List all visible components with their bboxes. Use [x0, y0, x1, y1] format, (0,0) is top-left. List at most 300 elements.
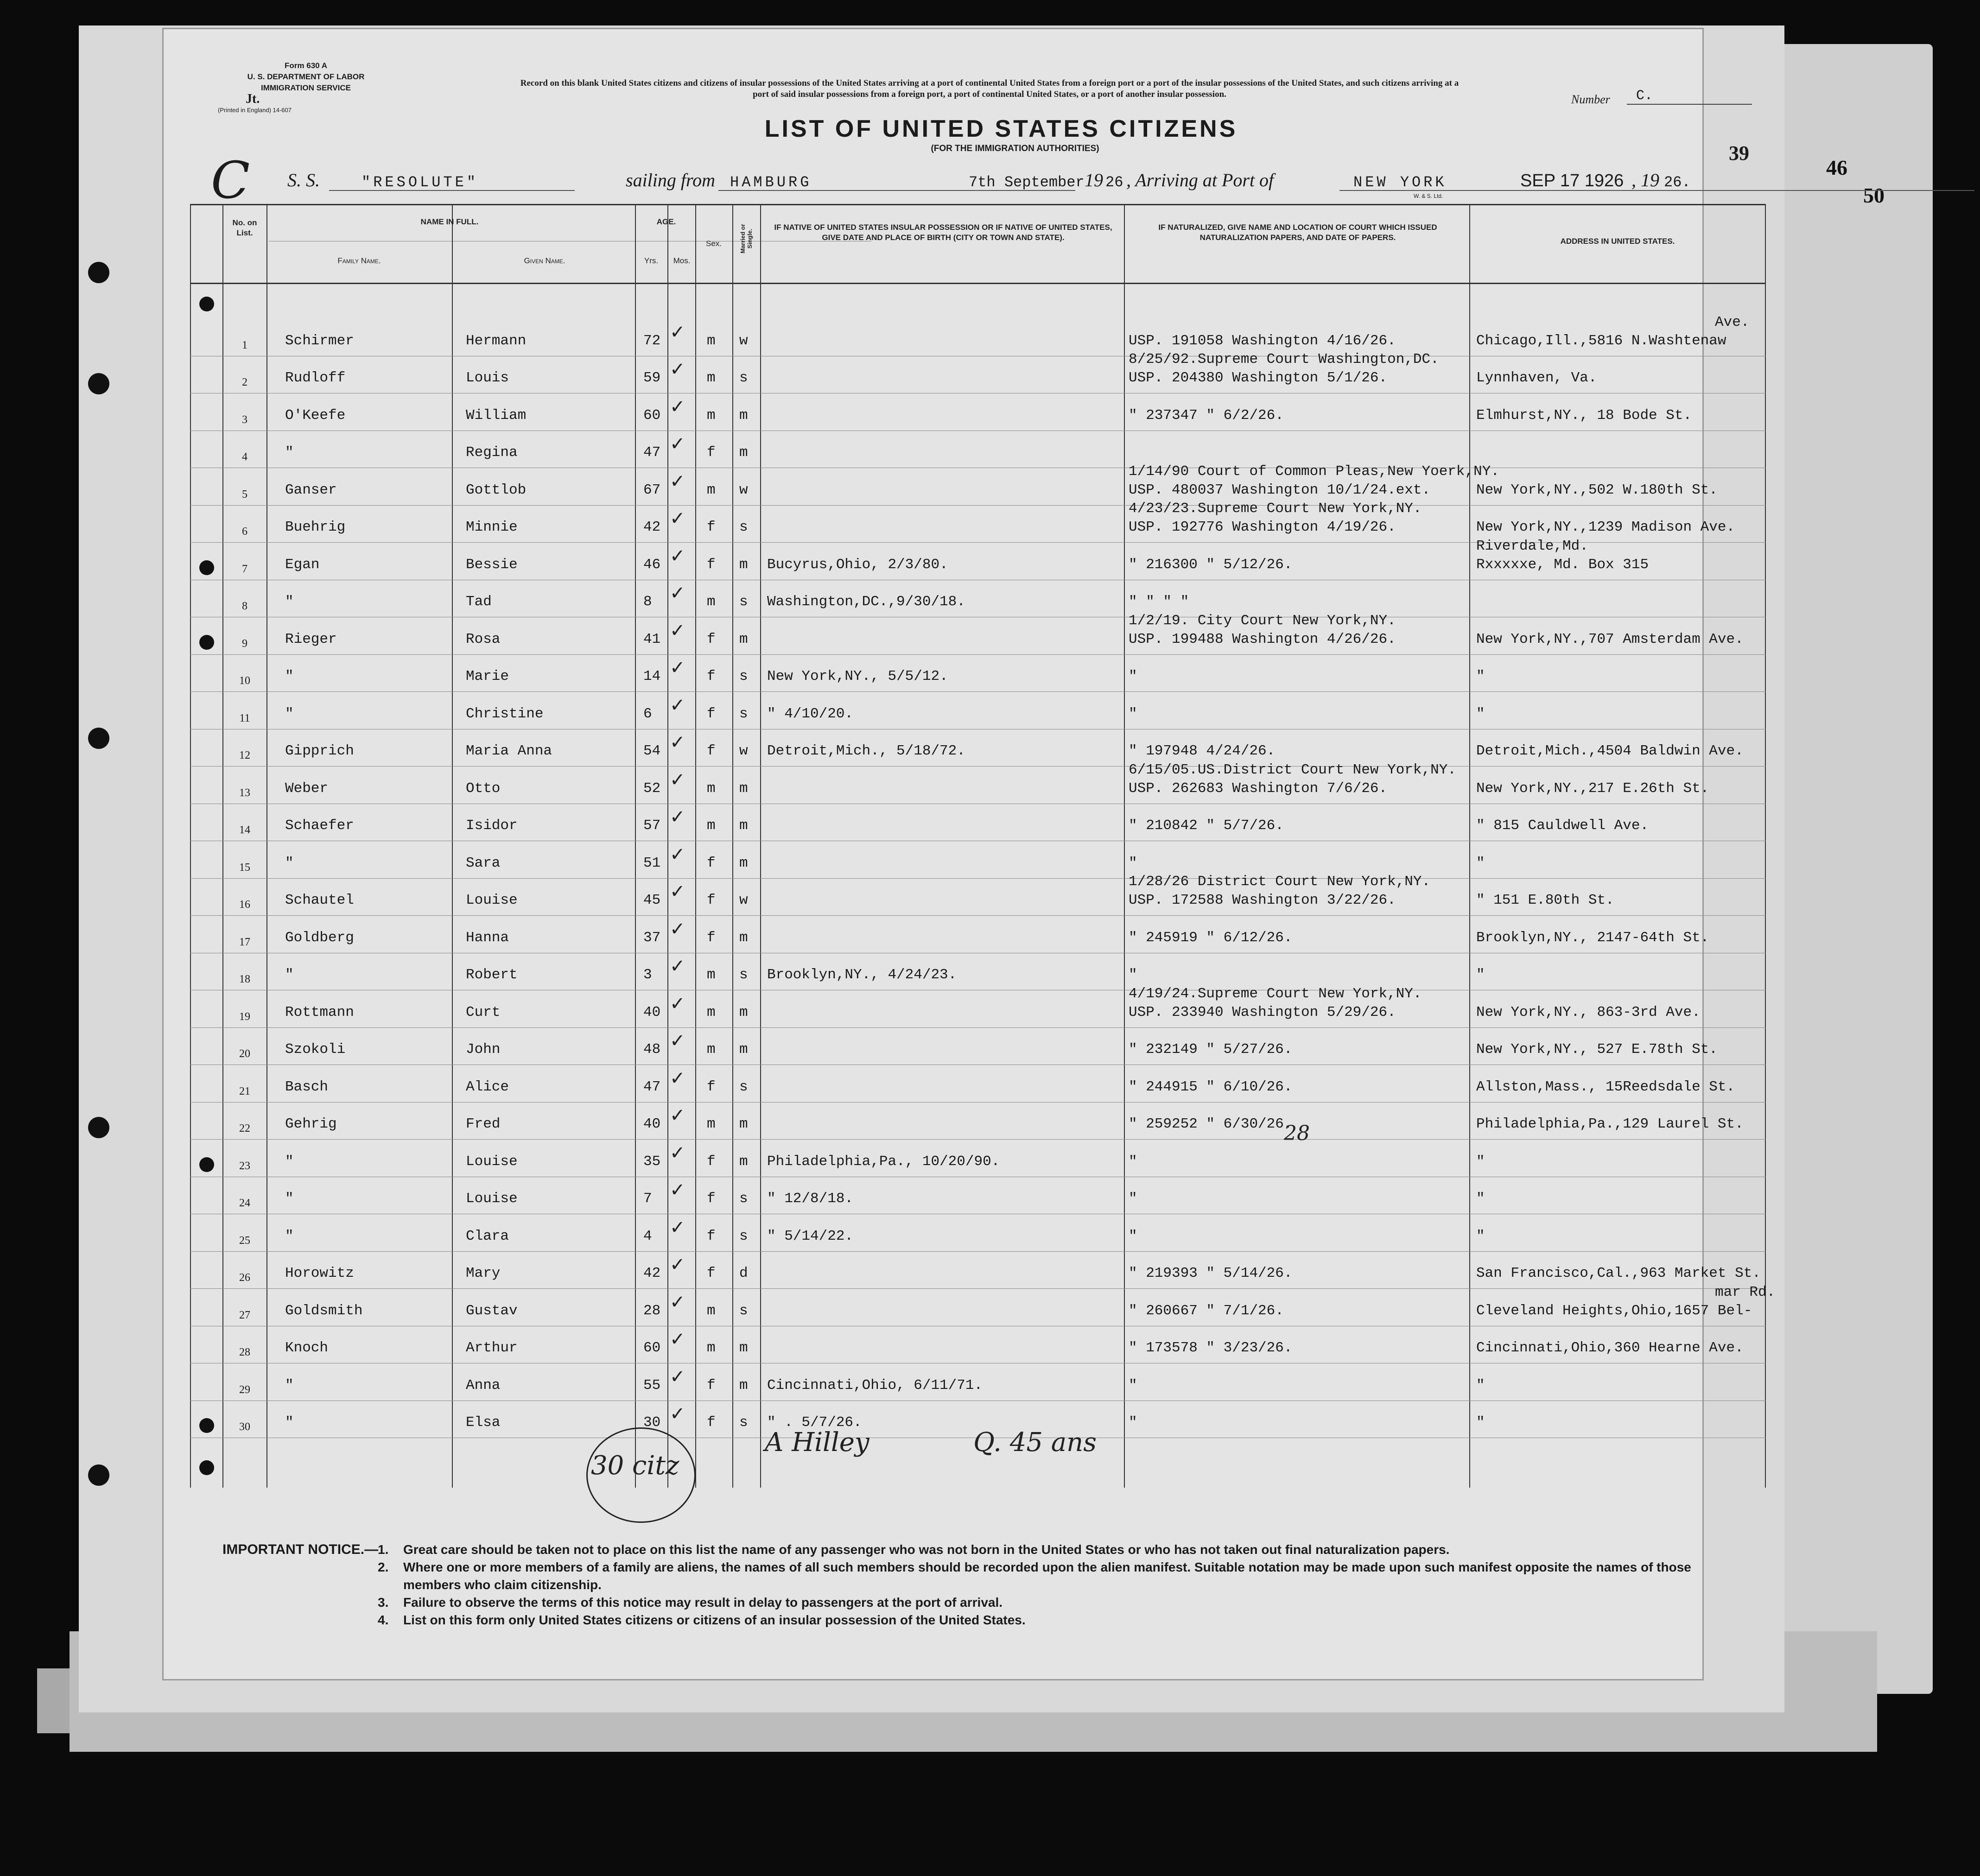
marital-status: w — [739, 743, 748, 759]
address: Cleveland Heights,Ohio,1657 Bel- — [1476, 1302, 1752, 1319]
birth-place-date: " 12/8/18. — [767, 1191, 854, 1207]
punch-hole — [88, 373, 109, 394]
sex: f — [707, 855, 716, 871]
age-years: 35 — [643, 1153, 661, 1170]
family-name: " — [285, 668, 294, 684]
checkmark: ✓ — [670, 1067, 685, 1089]
row-number: 26 — [239, 1272, 250, 1284]
row-number: 1 — [242, 339, 248, 351]
address: Detroit,Mich.,4504 Baldwin Ave. — [1476, 743, 1744, 759]
col-rule — [667, 204, 668, 1488]
naturalization-papers: " — [1129, 705, 1137, 722]
naturalization-papers: " 216300 " 5/12/26. — [1129, 556, 1293, 573]
age-years: 60 — [643, 1340, 661, 1356]
year2-prefix: , 19 — [1631, 170, 1659, 190]
checkmark: ✓ — [670, 545, 685, 567]
family-name: " — [285, 855, 294, 871]
sex: m — [707, 1302, 716, 1319]
address: " — [1476, 855, 1485, 871]
checkmark: ✓ — [670, 620, 685, 641]
age-years: 47 — [643, 444, 661, 461]
sailing-date: 7th September — [969, 174, 1085, 191]
row-number: 3 — [242, 413, 248, 426]
family-name: " — [285, 1377, 294, 1394]
row-rule — [190, 878, 1766, 879]
inspector-signature: A Hilley — [765, 1427, 869, 1458]
family-name: " — [285, 594, 294, 610]
marital-status: s — [739, 519, 748, 535]
given-name: Isidor — [466, 818, 518, 834]
age-years: 37 — [643, 929, 661, 946]
marital-status: m — [739, 631, 748, 647]
age-years: 60 — [643, 407, 661, 424]
marital-status: m — [739, 855, 748, 871]
family-name: Basch — [285, 1078, 329, 1095]
checkmark: ✓ — [670, 1254, 685, 1275]
row-number: 28 — [239, 1346, 250, 1358]
given-name: Regina — [466, 444, 518, 461]
year: 26 — [1105, 174, 1123, 191]
given-name: Mary — [466, 1265, 501, 1281]
row-number: 15 — [239, 861, 250, 874]
address: New York,NY.,502 W.180th St. — [1476, 482, 1718, 498]
address: Rxxxxxe, Md. Box 315 — [1476, 556, 1649, 573]
sex: f — [707, 1377, 716, 1394]
marital-status: m — [739, 1340, 748, 1356]
family-name: " — [285, 1153, 294, 1170]
naturalization-papers: " — [1129, 1153, 1137, 1170]
age-years: 54 — [643, 743, 661, 759]
row-number: 17 — [239, 936, 250, 948]
sex: f — [707, 1153, 716, 1170]
family-name: " — [285, 1228, 294, 1244]
punch-hole — [88, 728, 109, 749]
address: " — [1476, 1153, 1485, 1170]
family-name: " — [285, 1191, 294, 1207]
header-no: No. on List. — [232, 218, 257, 237]
marital-status: m — [739, 818, 748, 834]
side-number-a: 46 — [1826, 156, 1847, 179]
sex: f — [707, 892, 716, 908]
given-name: Hermann — [466, 332, 527, 349]
family-name: " — [285, 705, 294, 722]
address: New York,NY.,1239 Madison Ave. — [1476, 519, 1735, 535]
row-number: 27 — [239, 1309, 250, 1321]
sex: f — [707, 556, 716, 573]
row-number: 19 — [239, 1010, 250, 1023]
notice-item-number: 2. — [378, 1560, 389, 1574]
given-name: Clara — [466, 1228, 509, 1244]
handwritten-count: 30 citz — [591, 1451, 679, 1481]
row-number: 2 — [242, 376, 248, 388]
address: " — [1476, 1377, 1485, 1394]
row-number: 12 — [239, 749, 250, 761]
col-rule — [732, 204, 733, 1488]
punch-hole — [88, 1117, 109, 1138]
checkmark: ✓ — [670, 1179, 685, 1201]
sex: m — [707, 1041, 716, 1058]
sex: f — [707, 705, 716, 722]
family-name: Rieger — [285, 631, 337, 647]
port-to: NEW YORK — [1353, 174, 1447, 191]
age-years: 30 — [643, 1414, 661, 1431]
address-line-1: Ave. — [1715, 314, 1750, 330]
birth-place-date: Bucyrus,Ohio, 2/3/80. — [767, 556, 948, 573]
sex: m — [707, 332, 716, 349]
address: " 815 Cauldwell Ave. — [1476, 818, 1649, 834]
sex: m — [707, 407, 716, 424]
address: New York,NY., 527 E.78th St. — [1476, 1041, 1718, 1058]
address: Cincinnati,Ohio,360 Hearne Ave. — [1476, 1340, 1744, 1356]
naturalization-papers: USP. 172588 Washington 3/22/26. — [1129, 892, 1396, 908]
notice-item-number: 4. — [378, 1613, 389, 1627]
age-years: 57 — [643, 818, 661, 834]
naturalization-papers: " 244915 " 6/10/26. — [1129, 1078, 1293, 1095]
naturalization-papers: USP. 204380 Washington 5/1/26. — [1129, 370, 1388, 386]
given-name: Fred — [466, 1116, 501, 1132]
address: Chicago,Ill.,5816 N.Washtenaw — [1476, 332, 1726, 349]
col-rule — [635, 204, 636, 1488]
sex: m — [707, 594, 716, 610]
address: New York,NY.,217 E.26th St. — [1476, 780, 1709, 797]
age-years: 14 — [643, 668, 661, 684]
notice-item-text: List on this form only United States citizens or citizens of an insular possession of the United States. — [403, 1613, 1026, 1627]
checkmark: ✓ — [670, 1142, 685, 1164]
age-years: 67 — [643, 482, 661, 498]
row-number: 24 — [239, 1197, 250, 1209]
given-name: Marie — [466, 668, 509, 684]
marital-status: m — [739, 929, 748, 946]
age-years: 7 — [643, 1191, 652, 1207]
header-family: Family Name. — [337, 256, 381, 265]
naturalization-papers: " — [1129, 967, 1137, 983]
marital-status: s — [739, 705, 748, 722]
sex: f — [707, 743, 716, 759]
notice-item — [378, 1541, 1750, 1559]
sex: m — [707, 818, 716, 834]
given-name: Bessie — [466, 556, 518, 573]
punch-hole — [88, 1464, 109, 1486]
row-number: 18 — [239, 973, 250, 985]
sex: f — [707, 1191, 716, 1207]
given-name: Otto — [466, 780, 501, 797]
sex: f — [707, 631, 716, 647]
naturalization-papers: " — [1129, 1191, 1137, 1207]
manifest-table — [190, 204, 1776, 1488]
marital-status: m — [739, 407, 748, 424]
row-rule — [190, 691, 1766, 692]
naturalization-papers: USP. 192776 Washington 4/19/26. — [1129, 519, 1396, 535]
naturalization-court: 6/15/05.US.District Court New York,NY. — [1129, 761, 1456, 778]
checkmark: ✓ — [670, 1329, 685, 1350]
row-number: 23 — [239, 1160, 250, 1172]
side-number-b: 50 — [1863, 184, 1885, 207]
checkmark: ✓ — [670, 732, 685, 753]
marital-status: m — [739, 780, 748, 797]
birth-place-date: Cincinnati,Ohio, 6/11/71. — [767, 1377, 983, 1394]
checkmark: ✓ — [670, 321, 685, 343]
sex: m — [707, 1340, 716, 1356]
naturalization-papers: USP. 191058 Washington 4/16/26. — [1129, 332, 1396, 349]
inspector-initials: Q. 45 ans — [973, 1427, 1097, 1458]
naturalization-papers: " 232149 " 5/27/26. — [1129, 1041, 1293, 1058]
row-marker-dot — [199, 1157, 214, 1172]
checkmark: ✓ — [670, 1030, 685, 1052]
checkmark: ✓ — [670, 769, 685, 791]
marital-status: m — [739, 444, 748, 461]
address: " — [1476, 668, 1485, 684]
marital-status: w — [739, 482, 748, 498]
row-number: 9 — [242, 637, 248, 650]
given-name: Arthur — [466, 1340, 518, 1356]
notice-item-number: 1. — [378, 1542, 389, 1557]
row-number: 7 — [242, 563, 248, 575]
header-age: AGE. — [656, 217, 676, 226]
address: New York,NY.,707 Amsterdam Ave. — [1476, 631, 1744, 647]
naturalization-papers: " — [1129, 668, 1137, 684]
given-name: Maria Anna — [466, 743, 552, 759]
sex: f — [707, 668, 716, 684]
age-years: 8 — [643, 594, 652, 610]
pencil-note: 28 — [1284, 1122, 1310, 1145]
naturalization-papers: " — [1129, 1228, 1137, 1244]
age-years: 40 — [643, 1004, 661, 1020]
header-native: IF NATIVE OF UNITED STATES INSULAR POSSESSION OR IF NATIVE OF UNITED STATES, GIVE DATE AND PLACE OF BIRTH (CITY OR TOWN AND STATE). — [774, 223, 1112, 242]
given-name: Louise — [466, 892, 518, 908]
age-years: 55 — [643, 1377, 661, 1394]
naturalization-papers: " — [1129, 1414, 1137, 1431]
naturalization-papers: " 210842 " 5/7/26. — [1129, 818, 1284, 834]
number-value: C. — [1627, 88, 1752, 105]
row-marker-dot — [199, 560, 214, 575]
given-name: Gustav — [466, 1302, 518, 1319]
checkmark: ✓ — [670, 1291, 685, 1313]
row-marker-dot — [199, 1460, 214, 1475]
family-name: Rottmann — [285, 1004, 354, 1020]
naturalization-court: 4/19/24.Supreme Court New York,NY. — [1129, 985, 1422, 1002]
naturalization-court: 1/14/90 Court of Common Pleas,New Yoerk,NY. — [1129, 463, 1499, 480]
row-number: 25 — [239, 1234, 250, 1247]
checkmark: ✓ — [670, 993, 685, 1014]
address-line-1: Riverdale,Md. — [1476, 538, 1588, 554]
col-rule — [190, 204, 191, 1488]
header-mos: Mos. — [673, 256, 691, 265]
sex: f — [707, 444, 716, 461]
row-rule — [190, 1102, 1766, 1103]
ss-label: S. S. — [287, 170, 320, 190]
sex: f — [707, 519, 716, 535]
age-years: 72 — [643, 332, 661, 349]
address: Lynnhaven, Va. — [1476, 370, 1597, 386]
col-rule — [452, 204, 453, 1488]
family-name: Weber — [285, 780, 329, 797]
age-years: 46 — [643, 556, 661, 573]
checkmark: ✓ — [670, 433, 685, 455]
address: New York,NY., 863-3rd Ave. — [1476, 1004, 1701, 1020]
naturalization-papers: USP. 233940 Washington 5/29/26. — [1129, 1004, 1396, 1020]
marital-status: s — [739, 1191, 748, 1207]
number-label: Number — [1571, 93, 1610, 106]
row-rule — [190, 1288, 1766, 1289]
address-line-1: mar Rd. — [1715, 1284, 1776, 1300]
naturalization-papers: " 197948 4/24/26. — [1129, 743, 1276, 759]
row-rule — [190, 1251, 1766, 1252]
marital-status: s — [739, 1078, 748, 1095]
ship-line — [287, 167, 1747, 195]
col-rule — [1469, 204, 1470, 1488]
address: Brooklyn,NY., 2147-64th St. — [1476, 929, 1709, 946]
table-header-rule — [190, 283, 1766, 284]
family-name: O'Keefe — [285, 407, 346, 424]
form-number: Form 630 A — [285, 61, 327, 70]
age-years: 42 — [643, 519, 661, 535]
given-name: Christine — [466, 705, 544, 722]
naturalization-papers: " 245919 " 6/12/26. — [1129, 929, 1293, 946]
row-rule — [190, 505, 1766, 506]
age-years: 42 — [643, 1265, 661, 1281]
notice-item — [378, 1594, 1750, 1611]
age-years: 52 — [643, 780, 661, 797]
naturalization-court: 1/28/26 District Court New York,NY. — [1129, 874, 1431, 890]
arrival-stamp: SEP 17 1926 — [1520, 171, 1624, 190]
address: " — [1476, 1228, 1485, 1244]
birth-place-date: Washington,DC.,9/30/18. — [767, 594, 965, 610]
naturalization-papers: USP. 199488 Washington 4/26/26. — [1129, 631, 1396, 647]
marital-status: m — [739, 556, 748, 573]
checkmark: ✓ — [670, 508, 685, 529]
naturalization-papers: " " " " — [1129, 594, 1189, 610]
age-years: 6 — [643, 705, 652, 722]
row-number: 6 — [242, 526, 248, 538]
family-name: Schaefer — [285, 818, 354, 834]
checkmark: ✓ — [670, 583, 685, 604]
table-top-rule — [190, 204, 1766, 205]
family-name: Ganser — [285, 482, 337, 498]
row-number: 4 — [242, 451, 248, 463]
given-name: John — [466, 1041, 501, 1058]
age-years: 48 — [643, 1041, 661, 1058]
address: Elmhurst,NY., 18 Bode St. — [1476, 407, 1692, 424]
marital-status: m — [739, 1153, 748, 1170]
marital-status: s — [739, 594, 748, 610]
notice-item-text: Where one or more members of a family are aliens, the names of all such members should be recorded upon the alien manifest. Suitable notation may be made upon such manifest opposite the names of those members who claim citizenship. — [403, 1560, 1691, 1592]
checkmark: ✓ — [670, 694, 685, 716]
given-name: Robert — [466, 967, 518, 983]
year-prefix: 19 — [1085, 170, 1103, 190]
age-years: 40 — [643, 1116, 661, 1132]
row-rule — [190, 915, 1766, 916]
address: " 151 E.80th St. — [1476, 892, 1614, 908]
birth-place-date: Detroit,Mich., 5/18/72. — [767, 743, 965, 759]
naturalization-papers: " 260667 " 7/1/26. — [1129, 1302, 1284, 1319]
naturalization-papers: USP. 480037 Washington 10/1/24.ext. — [1129, 482, 1431, 498]
page-number: 39 — [1729, 142, 1749, 165]
sex: m — [707, 1004, 716, 1020]
sex: m — [707, 1116, 716, 1132]
age-years: 3 — [643, 967, 652, 983]
sex: f — [707, 1265, 716, 1281]
birth-place-date: New York,NY., 5/5/12. — [767, 668, 948, 684]
sex: f — [707, 1078, 716, 1095]
naturalization-papers: " — [1129, 855, 1137, 871]
checkmark: ✓ — [670, 396, 685, 418]
notice-label: IMPORTANT NOTICE.— — [222, 1542, 379, 1557]
row-number: 22 — [239, 1122, 250, 1134]
row-rule — [190, 654, 1766, 655]
naturalization-papers: " 219393 " 5/14/26. — [1129, 1265, 1293, 1281]
row-number: 29 — [239, 1383, 250, 1396]
row-rule — [190, 1139, 1766, 1140]
col-rule — [760, 204, 761, 1488]
given-name: Hanna — [466, 929, 509, 946]
given-name: Tad — [466, 594, 492, 610]
naturalization-papers: " — [1129, 1377, 1137, 1394]
marital-status: m — [739, 1377, 748, 1394]
header-name-full: NAME IN FULL. — [420, 217, 479, 226]
sex: m — [707, 780, 716, 797]
marital-status: s — [739, 668, 748, 684]
year2: 26. — [1664, 174, 1691, 191]
address: " — [1476, 1414, 1485, 1431]
given-name: William — [466, 407, 527, 424]
family-name: " — [285, 967, 294, 983]
family-name: Gehrig — [285, 1116, 337, 1132]
sailing-from-label: sailing from — [626, 170, 715, 190]
header-sex: Sex. — [705, 239, 722, 248]
row-number: 11 — [239, 712, 250, 724]
notice-item-number: 3. — [378, 1595, 389, 1610]
marital-status: w — [739, 892, 748, 908]
given-name: Rosa — [466, 631, 501, 647]
birth-place-date: " 5/14/22. — [767, 1228, 854, 1244]
birth-place-date: " . 5/7/26. — [767, 1414, 862, 1431]
notice-item — [378, 1611, 1750, 1629]
printed-note: (Printed in England) 14-607 — [218, 107, 292, 114]
header-address: ADDRESS IN UNITED STATES. — [1560, 237, 1675, 246]
family-name: Szokoli — [285, 1041, 346, 1058]
age-years: 47 — [643, 1078, 661, 1095]
notice-items — [378, 1541, 1750, 1629]
given-name: Louis — [466, 370, 509, 386]
page-title: LIST OF UNITED STATES CITIZENS — [764, 115, 1238, 142]
naturalization-papers: " 237347 " 6/2/26. — [1129, 407, 1284, 424]
address: Allston,Mass., 15Reedsdale St. — [1476, 1078, 1735, 1095]
marital-status: m — [739, 1116, 748, 1132]
checkmark: ✓ — [670, 359, 685, 380]
checkmark: ✓ — [670, 1217, 685, 1238]
sex: f — [707, 1414, 716, 1431]
header-married: Married or Single. — [739, 224, 753, 254]
row-marker-dot — [199, 635, 214, 650]
row-number: 8 — [242, 600, 248, 612]
given-name: Gottlob — [466, 482, 527, 498]
family-name: Gipprich — [285, 743, 354, 759]
age-years: 28 — [643, 1302, 661, 1319]
age-years: 41 — [643, 631, 661, 647]
sex: f — [707, 1228, 716, 1244]
row-rule — [190, 766, 1766, 767]
marital-status: s — [739, 1414, 748, 1431]
checkmark: ✓ — [670, 918, 685, 940]
header-yrs: Yrs. — [644, 256, 659, 265]
marital-status: s — [739, 1228, 748, 1244]
checkmark: ✓ — [670, 1366, 685, 1388]
given-name: Louise — [466, 1191, 518, 1207]
age-years: 45 — [643, 892, 661, 908]
family-name: Schautel — [285, 892, 354, 908]
marital-status: m — [739, 1041, 748, 1058]
port-from: HAMBURG — [730, 174, 812, 191]
